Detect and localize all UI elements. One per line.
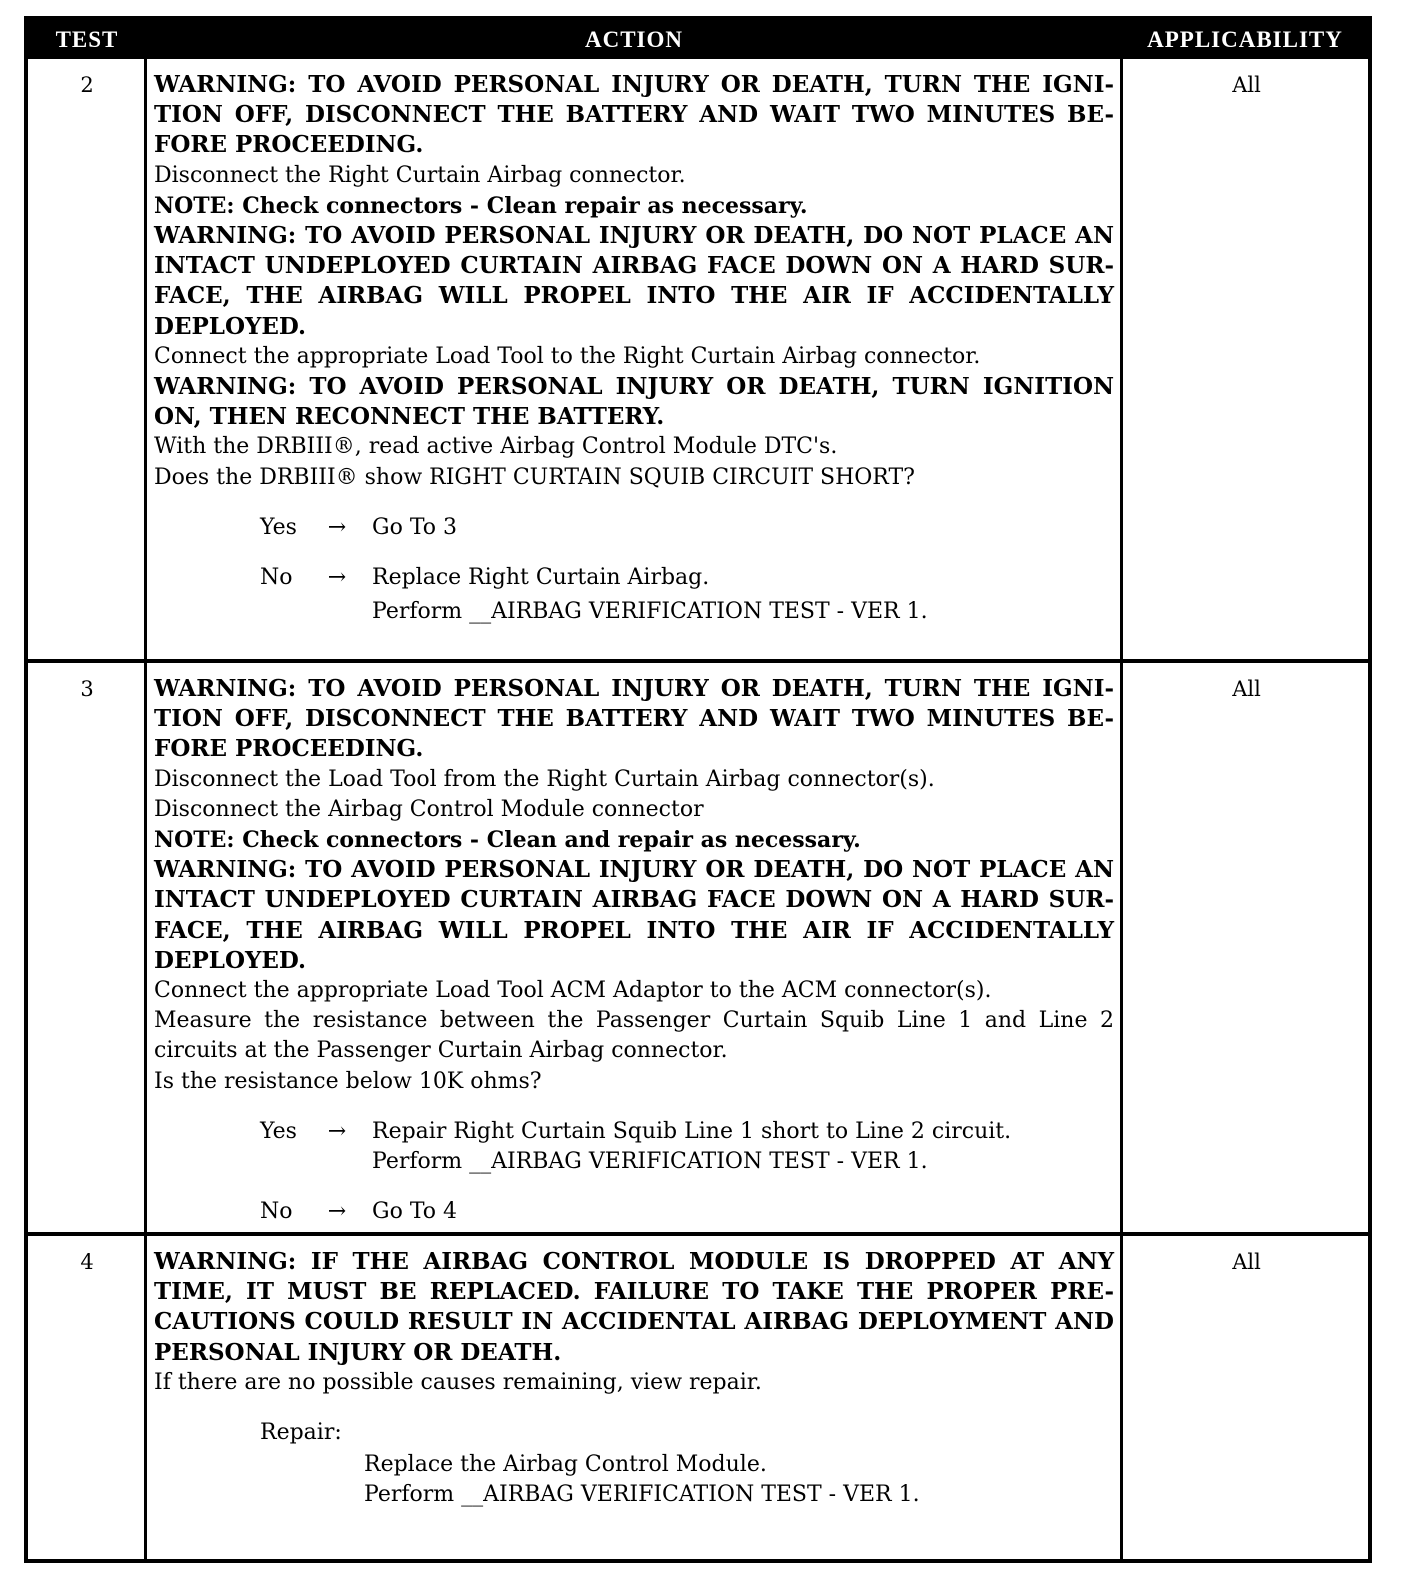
question-text: Does the DRBIII® show RIGHT CURTAIN SQUIB CIRCUIT SHORT? [154,464,915,490]
repair-step: Replace the Airbag Control Module. [364,1452,767,1478]
step-text: Disconnect the Load Tool from the Right Curtain Airbag connector(s). [154,766,935,792]
diagnostic-table [24,16,1372,1563]
step-text: With the DRBIII®, read active Airbag Control Module DTC's. [154,434,838,460]
yes-result: Repair Right Curtain Squib Line 1 short to Line 2 circuit. [372,1118,1012,1144]
action-cell [154,70,1114,627]
warning-text: WARNING: TO AVOID PERSONAL INJURY OR DEATH, TURN THE IGNI- TION OFF, DISCONNECT THE BATTERY AND WAIT TWO MINUTES BE- FORE PROCEEDING. [154,71,1114,159]
applicability-cell: All [1232,73,1261,97]
header-test: TEST [55,27,119,52]
no-result: Replace Right Curtain Airbag. [372,565,710,591]
step-text: Disconnect the Right Curtain Airbag connector. [154,162,686,188]
yes-branch [260,1117,1114,1177]
action-cell [154,1247,1114,1511]
arrow-icon: → [327,565,347,591]
note-text: NOTE: Check connectors - Clean and repair as necessary. [154,827,861,854]
repair-label: Repair: [260,1420,342,1446]
warning-text: WARNING: TO AVOID PERSONAL INJURY OR DEATH, TURN THE IGNI- TION OFF, DISCONNECT THE BATTERY AND WAIT TWO MINUTES BE- FORE PROCEEDING. [154,675,1114,763]
header-action: ACTION [584,27,683,52]
no-branch [260,1197,1114,1227]
row-divider [28,659,1368,663]
warning-text: WARNING: TO AVOID PERSONAL INJURY OR DEATH, TURN IGNITION ON, THEN RECONNECT THE BATTERY. [154,373,1114,431]
step-text: Connect the appropriate Load Tool to the Right Curtain Airbag connector. [154,343,981,369]
arrow-icon: → [327,1118,347,1144]
step-text: Connect the appropriate Load Tool ACM Adaptor to the ACM connector(s). [154,978,992,1004]
step-text: If there are no possible causes remaining, view repair. [154,1369,762,1395]
no-result-perform: Perform __AIRBAG VERIFICATION TEST - VER 1. [372,599,928,625]
yes-label: Yes [260,514,297,540]
step-text: Measure the resistance between the Passenger Curtain Squib Line 1 and Line 2 circuits at the Passenger Curtain Airbag connector. [154,1008,1114,1064]
warning-text: WARNING: TO AVOID PERSONAL INJURY OR DEATH, DO NOT PLACE AN INTACT UNDEPLOYED CURTAIN AIRBAG FACE DOWN ON A HARD SUR- FACE, THE AIRBAG WILL PROPEL INTO THE AIR IF ACCIDENTALLY DEPLOYED. [154,856,1114,974]
step-text: Disconnect the Airbag Control Module connector [154,796,704,822]
column-divider [144,59,147,1563]
no-branch [260,563,1114,627]
row-divider [28,1232,1368,1236]
applicability-cell: All [1232,1250,1261,1274]
note-text: NOTE: Check connectors - Clean repair as necessary. [154,192,808,219]
column-divider [1120,59,1123,1563]
test-number: 4 [80,1250,94,1274]
warning-text: WARNING: TO AVOID PERSONAL INJURY OR DEATH, DO NOT PLACE AN INTACT UNDEPLOYED CURTAIN AIRBAG FACE DOWN ON A HARD SUR- FACE, THE AIRBAG WILL PROPEL INTO THE AIR IF ACCIDENTALLY DEPLOYED. [154,222,1114,340]
repair-perform: Perform __AIRBAG VERIFICATION TEST - VER 1. [364,1482,920,1508]
arrow-icon: → [327,514,347,540]
test-number: 3 [80,677,94,701]
header-applicability: APPLICABILITY [1147,27,1343,52]
table-header [28,20,1368,59]
no-label: No [260,565,293,591]
test-number: 2 [80,73,94,97]
yes-result-perform: Perform __AIRBAG VERIFICATION TEST - VER 1. [372,1149,928,1175]
no-label: No [260,1199,293,1225]
no-result: Go To 4 [372,1199,458,1225]
action-cell [154,674,1114,1227]
question-text: Is the resistance below 10K ohms? [154,1068,542,1094]
yes-label: Yes [260,1118,297,1144]
arrow-icon: → [327,1199,347,1225]
yes-branch [260,513,1114,543]
yes-result: Go To 3 [372,514,458,540]
warning-text: WARNING: IF THE AIRBAG CONTROL MODULE IS DROPPED AT ANY TIME, IT MUST BE REPLACED. FAILURE TO TAKE THE PROPER PRE- CAUTIONS COULD RESULT IN ACCIDENTAL AIRBAG DEPLOYMENT AND PERSONAL INJURY OR DEATH. [154,1248,1114,1366]
applicability-cell: All [1232,677,1261,701]
